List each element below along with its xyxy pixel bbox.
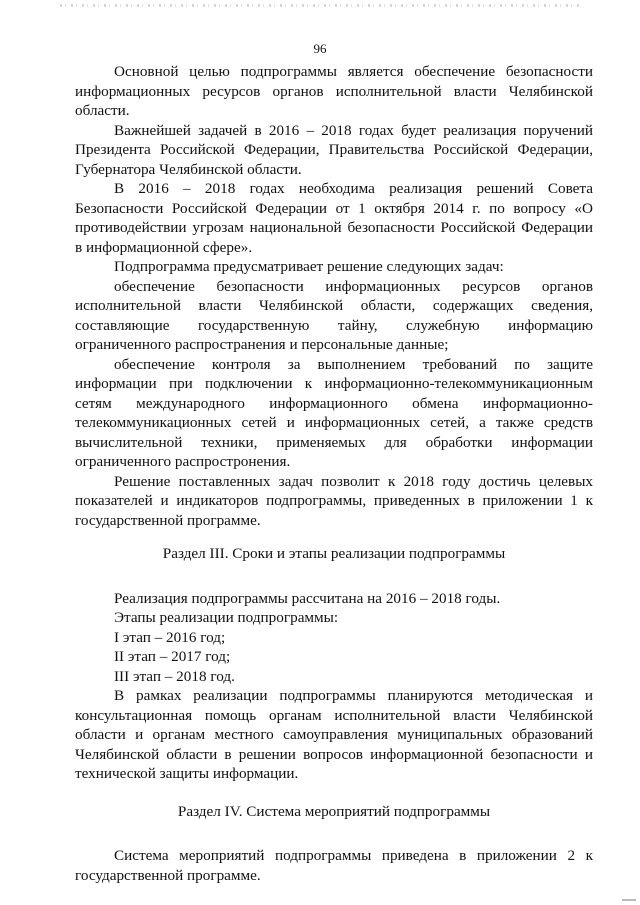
paragraph-main-task: Важнейшей задачей в 2016 – 2018 годах будет реализация поручений Президента Российской Федерации, Правительства Российской Федерации, Губернатора Челябинской области. bbox=[75, 121, 593, 178]
section-3-stages bbox=[75, 589, 593, 687]
scan-artifact-corner bbox=[622, 899, 636, 901]
stage-2: II этап – 2017 год; bbox=[114, 648, 231, 665]
section-3-paragraph: В рамках реализации подпрограммы планируются методическая и консультационная помощь органам исполнительной власти Челябинской области и органам местного самоуправления муниципальных образований Челябинской области в решении вопросов информационной безопасности и технической защиты информации. bbox=[75, 687, 593, 782]
stage-3: III этап – 2018 год. bbox=[114, 667, 235, 685]
section-4-paragraph: Система мероприятий подпрограммы приведена в приложении 2 к государственной программе. bbox=[75, 847, 593, 884]
paragraph-security-council: В 2016 – 2018 годах необходима реализация решений Совета Безопасности Российской Федерации от 1 октября 2014 г. по вопросу «О противодействии угрозам национальной безопасности Российской Федерации в информационной сфере». bbox=[75, 180, 593, 256]
paragraph-tasks-intro: Подпрограмма предусматривает решение следующих задач: bbox=[114, 258, 504, 275]
page-number: 96 bbox=[313, 41, 327, 56]
stage-1: I этап – 2016 год; bbox=[114, 628, 226, 646]
paragraph-goal: Основной целью подпрограммы является обеспечение безопасности информационных ресурсов органов исполнительной власти Челябинской области. bbox=[75, 63, 593, 119]
paragraph-task-2: обеспечение контроля за выполнением требований по защите информации при подключении к информационно-телекоммуникационным сетям международного информационного обмена информационно-телекоммуникационных сетей и информационных сетей, а также средств вычислительной техники, применяемых для обработки информации ограниченного распростронения. bbox=[75, 355, 593, 470]
section-3-heading: Раздел III. Сроки и этапы реализации подпрограммы bbox=[162, 545, 506, 562]
section-3-stages-label: Этапы реализации подпрограммы: bbox=[114, 609, 339, 626]
section-3-duration: Реализация подпрограммы рассчитана на 2016 – 2018 годы. bbox=[114, 589, 501, 607]
scan-artifact-top bbox=[60, 4, 580, 7]
section-4-heading: Раздел IV. Система мероприятий подпрограммы bbox=[177, 802, 491, 820]
paragraph-outcome: Решение поставленных задач позволит к 2018 году достичь целевых показателей и индикаторов подпрограммы, приведенных в приложении 1 к государственной программе. bbox=[75, 472, 593, 529]
document-body bbox=[75, 62, 593, 885]
paragraph-task-1: обеспечение безопасности информационных ресурсов органов исполнительной власти Челябинской области, содержащих сведения, составляющие государственную тайну, служебную информацию ограниченного распространения и персональные данные; bbox=[75, 277, 593, 353]
